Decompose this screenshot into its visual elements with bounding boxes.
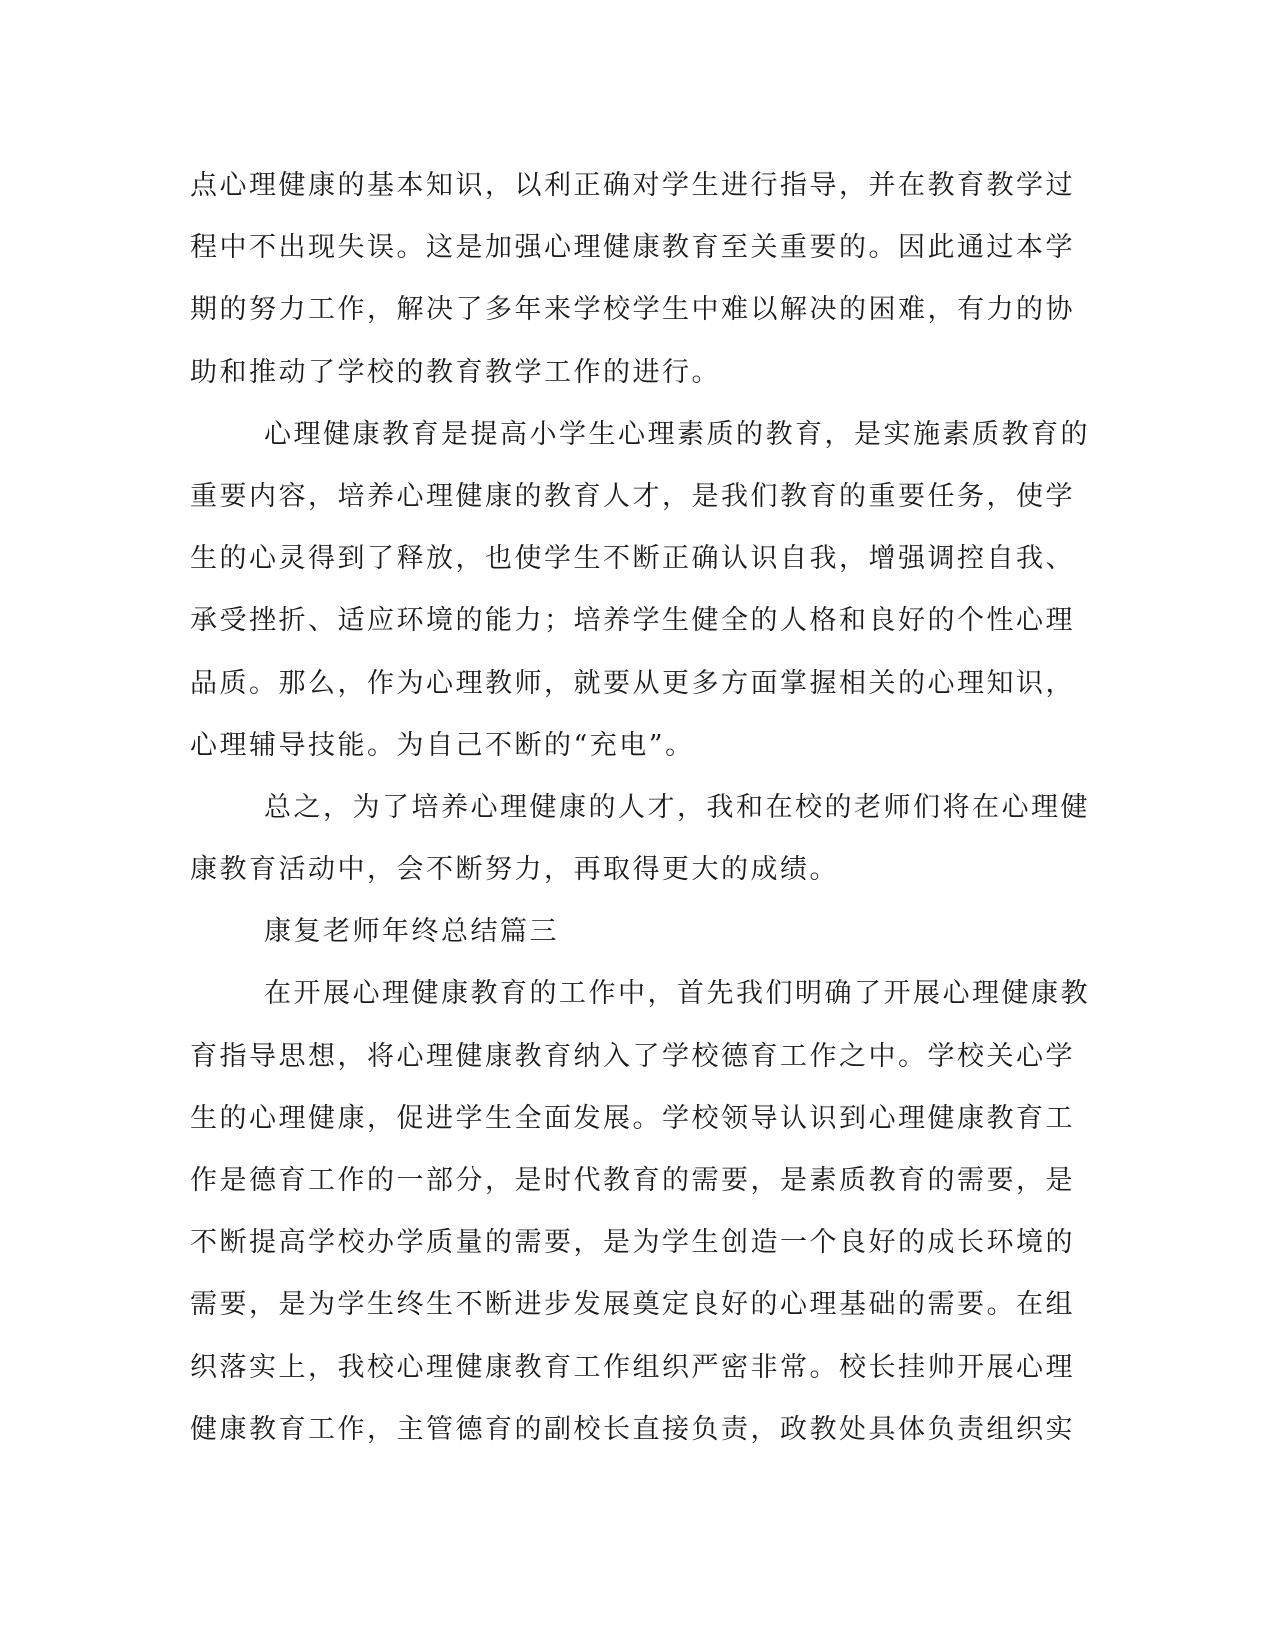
text-line: 程中不出现失误。这是加强心理健康教育至关重要的。因此通过本学: [190, 232, 1075, 264]
paragraph-first-line: 在开展心理健康教育的工作中，首先我们明确了开展心理健康教: [264, 978, 1090, 1010]
paragraph-first-line: 心理健康教育是提高小学生心理素质的教育，是实施素质教育的: [264, 418, 1090, 450]
text-line: 心理辅导技能。为自己不断的“充电”。: [190, 729, 695, 761]
text-line: 重要内容，培养心理健康的教育人才，是我们教育的重要任务，使学: [190, 480, 1075, 512]
text-line: 织落实上，我校心理健康教育工作组织严密非常。校长挂帅开展心理: [190, 1351, 1075, 1383]
text-line: 承受挫折、适应环境的能力；培养学生健全的人格和良好的个性心理: [190, 605, 1075, 637]
paragraph-first-line: 总之，为了培养心理健康的人才，我和在校的老师们将在心理健: [264, 791, 1090, 823]
text-line: 生的心灵得到了释放，也使学生不断正确认识自我，增强调控自我、: [190, 543, 1075, 575]
text-line: 不断提高学校办学质量的需要，是为学生创造一个良好的成长环境的: [190, 1227, 1075, 1259]
text-line: 作是德育工作的一部分，是时代教育的需要，是素质教育的需要，是: [190, 1165, 1075, 1196]
text-line: 助和推动了学校的教育教学工作的进行。: [190, 356, 721, 388]
section-heading: 康复老师年终总结篇三: [264, 916, 559, 948]
text-line: 点心理健康的基本知识，以利正确对学生进行指导，并在教育教学过: [190, 170, 1075, 201]
text-line: 生的心理健康，促进学生全面发展。学校领导认识到心理健康教育工: [190, 1102, 1075, 1134]
text-line: 品质。那么，作为心理教师，就要从更多方面掌握相关的心理知识，: [190, 667, 1075, 699]
text-line: 康教育活动中，会不断努力，再取得更大的成绩。: [190, 854, 839, 886]
text-line: 健康教育工作，主管德育的副校长直接负责，政教处具体负责组织实: [190, 1413, 1075, 1445]
document-body: [190, 155, 1090, 1461]
text-line: 育指导思想，将心理健康教育纳入了学校德育工作之中。学校关心学: [190, 1040, 1075, 1072]
text-line: 需要，是为学生终生不断进步发展奠定良好的心理基础的需要。在组: [190, 1289, 1075, 1321]
text-line: 期的努力工作，解决了多年来学校学生中难以解决的困难，有力的协: [190, 294, 1075, 326]
